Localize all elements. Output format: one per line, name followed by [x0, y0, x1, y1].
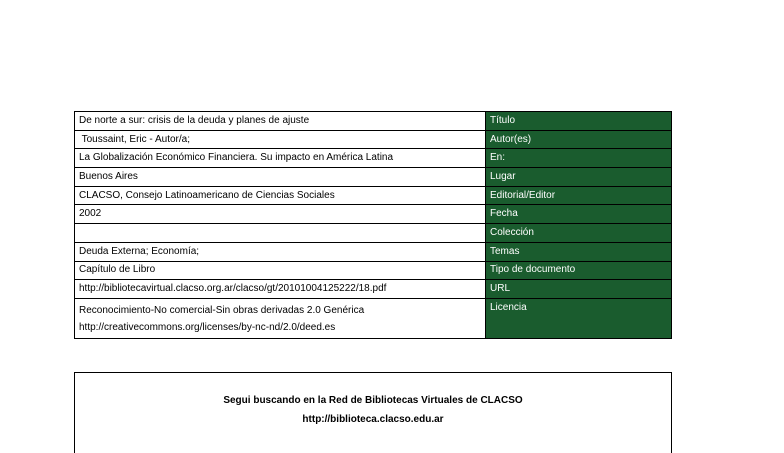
- row-url: [75, 280, 672, 299]
- row-editorial: [75, 186, 672, 205]
- license-label: Licencia: [486, 298, 672, 338]
- row-temas: [75, 242, 672, 261]
- footer-link[interactable]: http://biblioteca.clacso.edu.ar: [302, 414, 444, 425]
- row-fecha: [75, 205, 672, 224]
- license-url-link[interactable]: http://creativecommons.org/licenses/by-nc-nd/2.0/deed.es: [79, 322, 336, 334]
- in-value: La Globalización Económico Financiera. Su impacto en América Latina: [75, 149, 486, 168]
- author-value: Toussaint, Eric - Autor/a;: [75, 130, 486, 149]
- row-licencia: [75, 298, 672, 338]
- row-lugar: [75, 168, 672, 187]
- topics-label: Temas: [486, 242, 672, 261]
- place-value: Buenos Aires: [75, 168, 486, 187]
- in-label: En:: [486, 149, 672, 168]
- topics-value: Deuda Externa; Economía;: [75, 242, 486, 261]
- publisher-label: Editorial/Editor: [486, 186, 672, 205]
- author-label: Autor(es): [486, 130, 672, 149]
- place-label: Lugar: [486, 168, 672, 187]
- footer-title: Segui buscando en la Red de Bibliotecas Virtuales de CLACSO: [223, 395, 523, 406]
- collection-value: [75, 224, 486, 243]
- license-value: [75, 298, 486, 338]
- title-value: De norte a sur: crisis de la deuda y planes de ajuste: [75, 112, 486, 131]
- url-link[interactable]: http://bibliotecavirtual.clacso.org.ar/clacso/gt/20101004125222/18.pdf: [75, 280, 486, 299]
- row-autores: [75, 130, 672, 149]
- row-en: [75, 149, 672, 168]
- date-value: 2002: [75, 205, 486, 224]
- row-coleccion: [75, 224, 672, 243]
- url-label: URL: [486, 280, 672, 299]
- date-label: Fecha: [486, 205, 672, 224]
- row-titulo: [75, 112, 672, 131]
- doctype-label: Tipo de documento: [486, 261, 672, 280]
- title-label: Título: [486, 112, 672, 131]
- publisher-value: CLACSO, Consejo Latinoamericano de Ciencias Sociales: [75, 186, 486, 205]
- license-text: Reconocimiento-No comercial-Sin obras derivadas 2.0 Genérica: [79, 305, 365, 317]
- doctype-value: Capítulo de Libro: [75, 261, 486, 280]
- collection-label: Colección: [486, 224, 672, 243]
- metadata-table: [74, 111, 672, 339]
- row-tipo: [75, 261, 672, 280]
